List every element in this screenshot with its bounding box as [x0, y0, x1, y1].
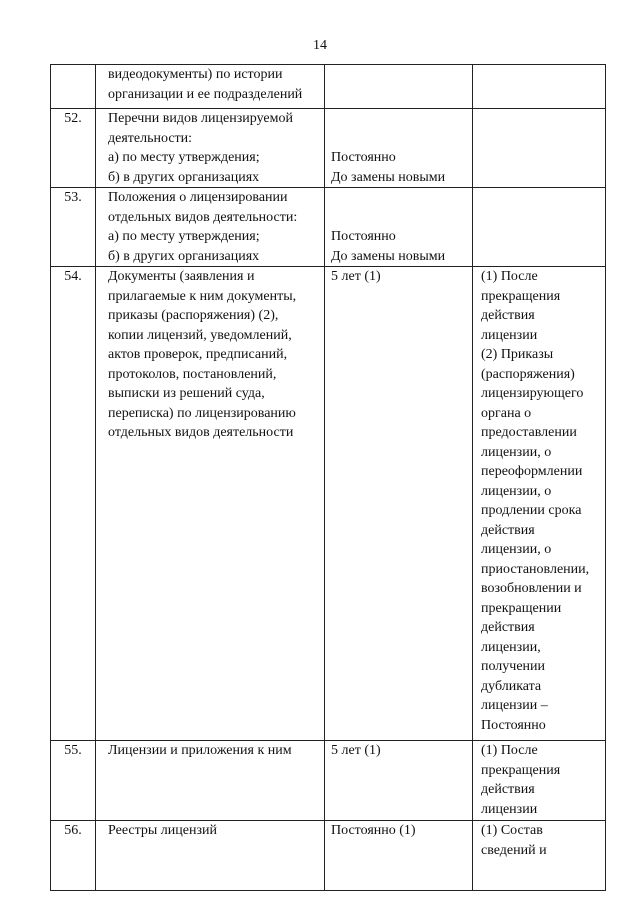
table-row: [51, 188, 606, 267]
row-number: 56.: [64, 823, 82, 838]
retention-note-line: предоставлении: [481, 425, 577, 440]
row-number: 52.: [64, 111, 82, 126]
records-retention-table: [50, 64, 606, 891]
row-number-cell: [51, 109, 96, 188]
retention-note-line: переоформлении: [481, 464, 583, 479]
document-title-line: а) по месту утверждения;: [108, 229, 260, 244]
document-title-cell: [96, 109, 325, 188]
document-title-line: Перечни видов лицензируемой: [108, 111, 293, 126]
retention-note-line: действия: [481, 308, 535, 323]
retention-note-line: действия: [481, 522, 535, 538]
document-title-line: Документы (заявления и: [108, 269, 255, 284]
retention-term-line: Постоянно (1): [331, 823, 416, 838]
retention-term-cell: [325, 65, 473, 109]
row-number: 54.: [64, 269, 82, 284]
document-title-line: б) в других организациях: [108, 248, 260, 264]
document-title-line: приказы (распоряжения) (2),: [108, 308, 279, 323]
document-title-line: копии лицензий, уведомлений,: [108, 327, 292, 343]
row-number-cell: [51, 65, 96, 109]
retention-term-line: 5 лет (1): [331, 743, 381, 758]
row-number: 53.: [64, 190, 82, 205]
retention-term-line: [331, 129, 468, 149]
retention-term-line: Постоянно: [331, 150, 396, 165]
row-number-cell: [51, 821, 96, 891]
retention-term-cell: [325, 741, 473, 821]
document-title-line: организации и ее подразделений: [108, 86, 303, 102]
retention-term-cell: [325, 267, 473, 741]
document-title-line: Положения о лицензировании: [108, 190, 288, 205]
table-row: [51, 267, 606, 741]
document-title-line: переписка) по лицензированию: [108, 405, 296, 421]
retention-note-line: приостановлении,: [481, 561, 590, 577]
retention-note-cell: [473, 821, 606, 891]
document-title-line: протоколов, постановлений,: [108, 366, 277, 382]
table-row: [51, 109, 606, 188]
row-number-cell: [51, 741, 96, 821]
retention-term-line: [331, 109, 468, 129]
retention-note-line: действия: [481, 782, 535, 797]
retention-note-line: дубликата: [481, 678, 542, 694]
retention-note-line: сведений и: [481, 842, 547, 858]
retention-note-line: Постоянно: [481, 717, 546, 733]
retention-note-cell: [473, 267, 606, 741]
table-row: [51, 741, 606, 821]
document-title-cell: [96, 741, 325, 821]
retention-note-line: (распоряжения): [481, 366, 575, 382]
retention-note-line: лицензии, о: [481, 444, 552, 460]
document-title-cell: [96, 821, 325, 891]
retention-note-line: прекращения: [481, 288, 561, 304]
document-title-line: Реестры лицензий: [108, 823, 217, 838]
retention-note-line: лицензирующего: [481, 386, 584, 401]
retention-note-cell: [473, 741, 606, 821]
retention-note-cell: [473, 188, 606, 267]
retention-note-line: действия: [481, 620, 535, 635]
document-title-line: отдельных видов деятельности: [108, 425, 294, 440]
table-row: [51, 65, 606, 109]
document-title-line: Лицензии и приложения к ним: [108, 743, 292, 758]
document-title-line: а) по месту утверждения;: [108, 150, 260, 165]
retention-note-line: лицензии, о: [481, 483, 552, 499]
table-body: [51, 65, 606, 891]
retention-note-line: (2) Приказы: [481, 347, 554, 362]
document-title-cell: [96, 267, 325, 741]
document-title-line: прилагаемые к ним документы,: [108, 288, 297, 304]
retention-note-line: (1) Состав: [481, 823, 543, 838]
table-row: [51, 821, 606, 891]
retention-note-line: (1) После: [481, 269, 538, 284]
retention-note-line: продлении срока: [481, 503, 582, 518]
document-title-line: б) в других организациях: [108, 169, 260, 185]
row-number-cell: [51, 188, 96, 267]
row-number-cell: [51, 267, 96, 741]
document-title-line: выписки из решений суда,: [108, 386, 265, 401]
retention-note-line: получении: [481, 659, 546, 674]
retention-note-line: возобновлении и: [481, 581, 582, 596]
retention-note-line: прекращении: [481, 600, 562, 616]
document-title-cell: [96, 65, 325, 109]
retention-note-line: органа о: [481, 405, 532, 421]
document-title-line: актов проверок, предписаний,: [108, 347, 288, 362]
retention-term-line: До замены новыми: [331, 169, 446, 185]
retention-note-line: лицензии,: [481, 639, 541, 655]
retention-term-line: До замены новыми: [331, 248, 446, 264]
document-title-line: отдельных видов деятельности:: [108, 209, 298, 225]
row-number: 55.: [64, 743, 82, 758]
retention-term-line: 5 лет (1): [331, 269, 381, 284]
retention-note-line: лицензии: [481, 801, 538, 817]
document-title-line: видеодокументы) по истории: [108, 67, 283, 82]
retention-note-cell: [473, 109, 606, 188]
document-title-line: деятельности:: [108, 130, 193, 146]
retention-note-line: лицензии –: [481, 698, 548, 713]
retention-note-line: лицензии, о: [481, 542, 552, 557]
retention-note-line: лицензии: [481, 327, 538, 343]
retention-term-cell: [325, 109, 473, 188]
retention-term-cell: [325, 188, 473, 267]
retention-term-line: [331, 188, 468, 208]
document-title-cell: [96, 188, 325, 267]
retention-note-line: прекращения: [481, 762, 561, 778]
page-number: 14: [313, 38, 327, 53]
retention-term-cell: [325, 821, 473, 891]
retention-note-line: (1) После: [481, 743, 538, 758]
retention-note-cell: [473, 65, 606, 109]
retention-term-line: Постоянно: [331, 229, 396, 244]
retention-term-line: [331, 208, 468, 228]
